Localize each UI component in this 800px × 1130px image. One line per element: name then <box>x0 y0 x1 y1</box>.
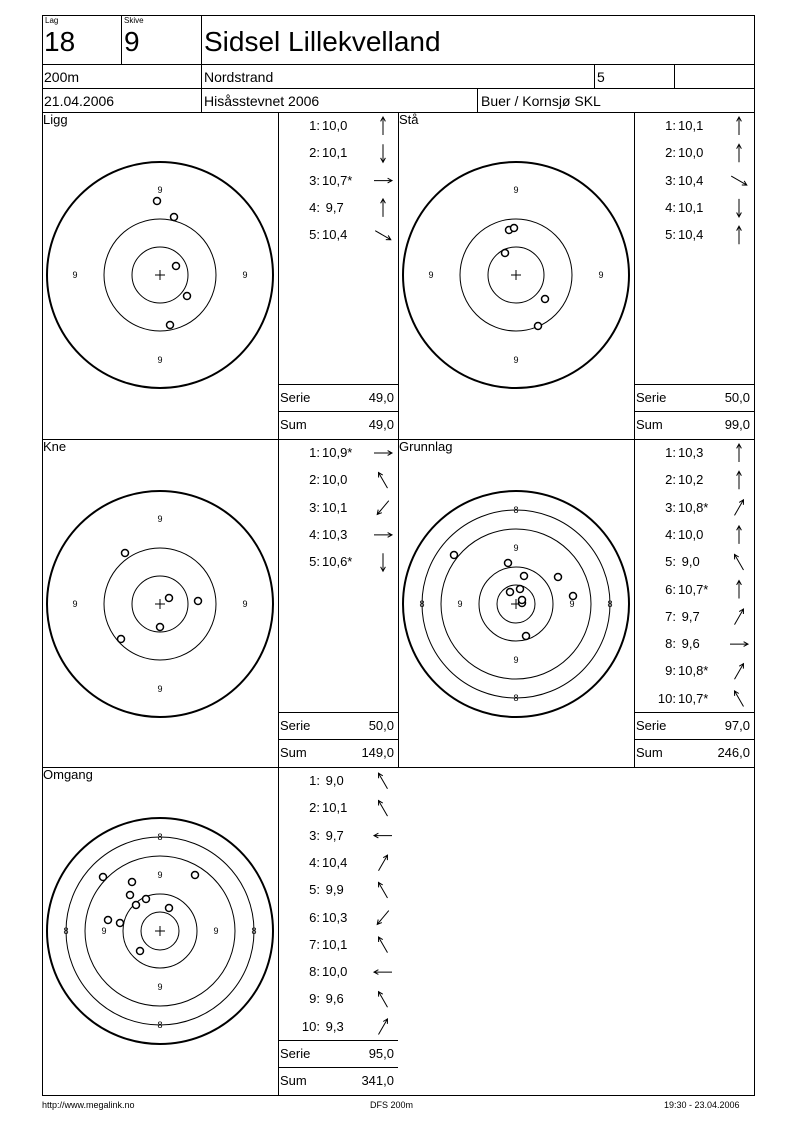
serie-divider <box>278 712 398 713</box>
shot-impact-3 <box>502 250 509 257</box>
target-staa <box>403 162 629 388</box>
shot-direction-arrow-icon <box>737 471 742 489</box>
shot-impact-3 <box>129 879 136 886</box>
shot-number: 3: <box>665 172 676 188</box>
shot-direction-arrow-icon <box>735 664 744 680</box>
serie-value: 50,0 <box>724 390 750 405</box>
shot-number: 5: <box>309 227 320 243</box>
shot-impact-2 <box>192 872 199 879</box>
shot-number: 10: <box>657 690 676 706</box>
sum-divider <box>634 411 754 412</box>
ring-label-8: 8 <box>251 926 257 936</box>
shot-score: 9,7 <box>678 608 700 624</box>
shot-score: 10,4 <box>322 227 348 243</box>
shot-score: 9,7 <box>322 827 344 843</box>
ring-label-9: 9 <box>157 185 163 195</box>
shot-number: 9: <box>309 991 320 1007</box>
shot-number: 3: <box>309 499 320 515</box>
shot-score: 10,3 <box>678 445 704 460</box>
shot-score: 9,0 <box>678 554 700 570</box>
center-cross-icon <box>155 270 165 280</box>
sum-label: Sum <box>280 1073 307 1088</box>
shot-direction-arrow-icon <box>735 554 744 570</box>
shot-number: 2: <box>665 472 676 488</box>
shot-direction-arrow-icon <box>379 773 388 789</box>
sum-value: 246,0 <box>717 745 750 760</box>
sum-label: Sum <box>636 745 663 760</box>
ring-label-9: 9 <box>157 355 163 365</box>
ring-label-9: 9 <box>157 982 163 992</box>
shot-impact-1 <box>100 874 107 881</box>
shot-impact-4 <box>184 293 191 300</box>
shot-direction-arrow-icon <box>735 691 744 707</box>
shot-score: 10,4 <box>678 227 704 243</box>
shot-direction-arrow-icon <box>381 199 386 217</box>
shot-number: 8: <box>665 636 676 652</box>
shot-impact-2 <box>511 225 518 232</box>
shot-score: 10,7* <box>322 172 353 188</box>
shot-score: 10,1 <box>678 199 704 215</box>
shot-number: 3: <box>309 827 320 843</box>
shot-direction-arrow-icon <box>737 526 742 544</box>
shot-number: 1: <box>309 773 320 788</box>
shot-direction-arrow-icon <box>374 178 392 183</box>
shot-score: 10,7* <box>678 581 709 597</box>
ring-label-9: 9 <box>101 926 107 936</box>
shot-score: 10,1 <box>322 145 348 161</box>
serie-label: Serie <box>636 390 667 405</box>
shot-score: 9,7 <box>322 199 344 215</box>
shot-direction-arrow-icon <box>737 144 742 162</box>
sum-label: Sum <box>636 417 663 432</box>
shot-score: 10,1 <box>678 118 704 133</box>
shot-score: 9,6 <box>678 636 700 652</box>
shot-score: 10,0 <box>678 145 704 161</box>
shot-score: 10,4 <box>678 172 704 188</box>
sum-divider <box>278 739 398 740</box>
shot-impact-1 <box>122 550 129 557</box>
ring-label-8: 8 <box>157 1020 163 1030</box>
ring-label-9: 9 <box>157 870 163 880</box>
target-ligg <box>47 162 273 388</box>
shot-direction-arrow-icon <box>377 501 389 515</box>
shot-direction-arrow-icon <box>375 231 391 240</box>
shot-direction-arrow-icon <box>377 911 389 925</box>
shot-direction-arrow-icon <box>731 176 747 185</box>
skive-label: Skive <box>124 16 144 25</box>
shot-impact-9 <box>117 920 124 927</box>
shot-score: 10,1 <box>322 800 348 816</box>
shot-impact-2 <box>171 214 178 221</box>
shot-impact-10 <box>523 633 530 640</box>
panel-title-staa: Stå <box>399 112 419 127</box>
shot-number: 8: <box>309 964 320 980</box>
shot-direction-arrow-icon <box>374 970 392 975</box>
sum-value: 99,0 <box>724 417 750 432</box>
shot-number: 1: <box>665 118 676 133</box>
serie-label: Serie <box>280 390 311 405</box>
shot-score: 9,0 <box>322 773 344 788</box>
shot-number: 5: <box>309 882 320 898</box>
shot-score: 10,6* <box>322 554 353 570</box>
footer-program: DFS 200m <box>370 1100 414 1110</box>
shot-impact-4 <box>157 624 164 631</box>
shot-direction-arrow-icon <box>737 199 742 217</box>
panel-title-grunnlag: Grunnlag <box>399 439 453 454</box>
shot-impact-6 <box>507 589 514 596</box>
sum-divider <box>278 1067 398 1068</box>
sum-label: Sum <box>280 745 307 760</box>
ring-label-9: 9 <box>598 270 604 280</box>
shot-impact-1 <box>451 552 458 559</box>
shot-score: 10,7* <box>678 690 709 706</box>
shot-number: 4: <box>665 199 676 215</box>
shot-number: 5: <box>665 227 676 243</box>
ring-label-9: 9 <box>242 270 248 280</box>
serie-value: 97,0 <box>724 718 750 733</box>
serie-value: 95,0 <box>368 1046 394 1061</box>
shot-number: 3: <box>309 172 320 188</box>
footer-url[interactable]: http://www.megalink.no <box>42 1100 135 1110</box>
shot-impact-5 <box>143 896 150 903</box>
shot-impact-2 <box>166 595 173 602</box>
shot-direction-arrow-icon <box>735 500 744 516</box>
shot-score: 10,3 <box>322 526 348 542</box>
shot-impact-6 <box>133 902 140 909</box>
shot-direction-arrow-icon <box>737 117 742 135</box>
shot-direction-arrow-icon <box>379 1019 388 1035</box>
event-name: Hisåsstevnet 2006 <box>204 93 320 109</box>
shot-score: 10,4 <box>322 854 348 870</box>
shot-direction-arrow-icon <box>374 833 392 838</box>
shot-number: 4: <box>309 526 320 542</box>
shot-score: 10,0 <box>322 118 348 133</box>
shot-impact-3 <box>521 573 528 580</box>
ring-label-9: 9 <box>157 684 163 694</box>
lag-label: Lag <box>45 16 59 25</box>
lag-value: 18 <box>44 26 76 57</box>
shot-score: 10,0 <box>322 472 348 488</box>
shot-score: 10,1 <box>322 936 348 952</box>
ring-label-8: 8 <box>419 599 425 609</box>
serie-divider <box>634 712 754 713</box>
shot-number: 5: <box>309 554 320 570</box>
shot-direction-arrow-icon <box>381 553 386 571</box>
shot-number: 7: <box>665 608 676 624</box>
skive-value: 9 <box>124 26 140 57</box>
ring-label-8: 8 <box>513 693 519 703</box>
shot-direction-arrow-icon <box>374 533 392 538</box>
serie-divider <box>278 384 398 385</box>
serie-divider <box>634 384 754 385</box>
shot-number: 9: <box>665 663 676 679</box>
serie-label: Serie <box>280 718 311 733</box>
shot-score: 10,0 <box>322 964 348 980</box>
shot-impact-4 <box>542 296 549 303</box>
shot-direction-arrow-icon <box>737 444 742 462</box>
sum-divider <box>634 739 754 740</box>
shot-impact-5 <box>118 636 125 643</box>
shot-score: 10,1 <box>322 499 348 515</box>
shot-direction-arrow-icon <box>381 144 386 162</box>
shot-number: 4: <box>309 854 320 870</box>
shot-number: 2: <box>309 145 320 161</box>
shot-score: 10,2 <box>678 472 704 488</box>
shot-number: 4: <box>665 526 676 542</box>
shot-impact-1 <box>154 198 161 205</box>
ring-label-9: 9 <box>513 355 519 365</box>
shot-direction-arrow-icon <box>379 801 388 817</box>
sum-value: 49,0 <box>368 417 394 432</box>
shooter-name: Sidsel Lillekvelland <box>204 26 441 57</box>
shot-direction-arrow-icon <box>737 581 742 599</box>
ring-label-8: 8 <box>63 926 69 936</box>
footer-timestamp: 19:30 - 23.04.2006 <box>664 1100 740 1110</box>
shot-number: 2: <box>665 145 676 161</box>
shot-direction-arrow-icon <box>379 992 388 1008</box>
panel-title-omgang: Omgang <box>43 767 93 782</box>
shot-number: 6: <box>665 581 676 597</box>
shot-impact-7 <box>166 905 173 912</box>
shot-impact-3 <box>195 598 202 605</box>
club: Nordstrand <box>204 69 274 85</box>
panel-title-kne: Kne <box>43 439 67 454</box>
serie-value: 49,0 <box>368 390 394 405</box>
sum-value: 341,0 <box>361 1073 394 1088</box>
sum-divider <box>278 411 398 412</box>
shot-direction-arrow-icon <box>737 226 742 244</box>
shot-impact-10 <box>137 948 144 955</box>
shot-impact-2 <box>505 560 512 567</box>
shot-number: 4: <box>309 199 320 215</box>
shot-number: 3: <box>665 499 676 515</box>
shot-impact-4 <box>555 574 562 581</box>
shot-impact-5 <box>570 593 577 600</box>
shot-number: 2: <box>309 800 320 816</box>
class: 5 <box>597 69 605 85</box>
ring-label-8: 8 <box>607 599 613 609</box>
serie-divider <box>278 1040 398 1041</box>
shot-number: 2: <box>309 472 320 488</box>
center-cross-icon <box>155 926 165 936</box>
sum-value: 149,0 <box>361 745 394 760</box>
shot-direction-arrow-icon <box>381 117 386 135</box>
shot-direction-arrow-icon <box>735 609 744 625</box>
center-cross-icon <box>511 270 521 280</box>
target-omgang <box>47 818 273 1044</box>
serie-value: 50,0 <box>368 718 394 733</box>
shot-impact-9 <box>519 597 526 604</box>
ring-label-9: 9 <box>157 514 163 524</box>
ring-label-9: 9 <box>513 543 519 553</box>
shot-score: 10,9* <box>322 445 353 460</box>
shot-score: 10,3 <box>322 909 348 925</box>
shot-impact-4 <box>127 892 134 899</box>
distance: 200m <box>44 69 80 85</box>
shot-number: 5: <box>665 554 676 570</box>
shot-impact-5 <box>167 322 174 329</box>
shot-direction-arrow-icon <box>379 855 388 871</box>
ring-label-9: 9 <box>242 599 248 609</box>
shot-number: 1: <box>309 445 320 460</box>
shot-score: 10,8* <box>678 499 709 515</box>
shot-direction-arrow-icon <box>374 451 392 456</box>
target-kne <box>47 491 273 717</box>
shot-score: 9,9 <box>322 882 344 898</box>
shot-number: 7: <box>309 936 320 952</box>
center-cross-icon <box>155 599 165 609</box>
ring-label-9: 9 <box>513 655 519 665</box>
shot-score: 10,8* <box>678 663 709 679</box>
shot-direction-arrow-icon <box>730 642 748 647</box>
ring-label-8: 8 <box>513 505 519 515</box>
shot-score: 9,3 <box>322 1018 344 1034</box>
panel-title-ligg: Ligg <box>43 112 68 127</box>
shot-direction-arrow-icon <box>379 937 388 953</box>
ring-label-9: 9 <box>72 599 78 609</box>
organizer: Buer / Kornsjø SKL <box>481 93 601 109</box>
date: 21.04.2006 <box>44 93 115 109</box>
shot-direction-arrow-icon <box>379 473 388 489</box>
shot-direction-arrow-icon <box>379 882 388 898</box>
ring-label-9: 9 <box>569 599 575 609</box>
shot-impact-5 <box>535 323 542 330</box>
target-grunnlag <box>403 491 629 717</box>
shot-impact-8 <box>105 917 112 924</box>
shot-score: 10,0 <box>678 526 704 542</box>
ring-label-9: 9 <box>213 926 219 936</box>
ring-label-9: 9 <box>513 185 519 195</box>
shot-number: 1: <box>309 118 320 133</box>
serie-label: Serie <box>280 1046 311 1061</box>
sum-label: Sum <box>280 417 307 432</box>
shot-impact-3 <box>173 263 180 270</box>
ring-label-9: 9 <box>72 270 78 280</box>
shot-number: 10: <box>301 1018 320 1034</box>
serie-label: Serie <box>636 718 667 733</box>
shot-number: 6: <box>309 909 320 925</box>
ring-label-9: 9 <box>457 599 463 609</box>
shot-number: 1: <box>665 445 676 460</box>
shot-impact-7 <box>517 586 524 593</box>
ring-label-8: 8 <box>157 832 163 842</box>
shot-score: 9,6 <box>322 991 344 1007</box>
ring-label-9: 9 <box>428 270 434 280</box>
